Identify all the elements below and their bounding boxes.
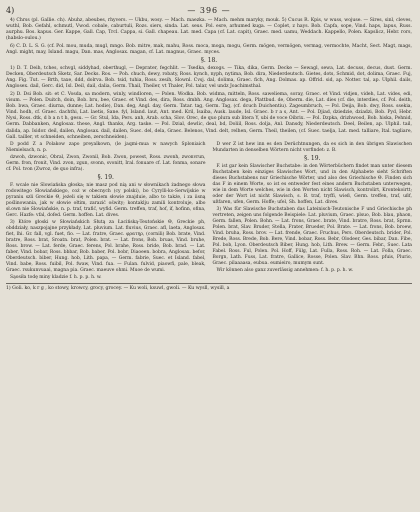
paragraph: F. wcale nie Slowiańska głoska; nie masz pod nią ani w słownikach żadnego słowa rodowitego Słowiańskiego, coż w obecnych (cy polski), bo Cyrylli-ko-Serwijskie w pyraniu szli Greckie Θ, jeżeli się w takiem słowie znajduie, albo to także, i za iisną poślinowania, jak w słowie ołtim, zarazić oświty; kontaklju zamili kontroluje, albo sł.own nie Slowiańskie, n. p. traf, trafić, wyfid. Germ. treffen, traf, hof, if, hofinn, ofina, Gerc. Hazfe: vfal, dofed. Germ. hoffen. Lat. dives. bbox=[6, 182, 206, 218]
paragraph: F. ist gar kein Slawischer Buchstabe: in den Wörterbüchern findet man unter diesem Buchstaben kein einziges Slawisches Wort, und in den Alphabete sieht Schriften dieses Buchstabens nur Griechische Wörter, und also des Griechische Θ. Finden sich das F in einem Worte, so ist es entweder fest eines andern Buchstaben unterwegen, wie in dem Worte welches, wie in den Worten nicht Slawisch, kontrolirt, Krontekoirtt; oder der Wort ist nicht Slawisch, s. B. traf, tryffi, wieß, Germ. treffen, traf, ußf, ußfaren, ufen, Germ. Hoffe; ufel, Sh. hoffen, Lat. dives. bbox=[212, 163, 412, 205]
page-number: — 396 — bbox=[187, 6, 231, 15]
page-header bbox=[6, 6, 412, 16]
paragraph: 3) Was für Slawische Buchstaben das Lateinisch-Teutonische F und Griechische ph vertreten, zeigen uns folgende Beispiele: Lat. pluvium, Graec. plsuo, Bob. blau, phaon, Germ. fallen, Polen. Bohn. — Lat. frons, Graec. brate, Vind. bratre, Ross. brat, Sprnn. Polen. brat, Slav. Bruder, Stella, Frater, Brueder, Pol. Brate. — Lat. frons, Bob. broew, Vind. bruha, Ross. brov. — Lat. frende, Graec. Fruchus, Pers. Oberdeutsch. brider, Pol. Brede, Ross. Brede, Bob. Bere, Vind. bobar, Ross. Bebr, Olodeer, Ges. bibar, Dan. Fibe, Pol. bob, Lyon. Oberdeutsch Biber, Hung. hob, Lith. Brew. — Germ. Febr., Suec. Lata Fabel. Ross. Ful, Polen. Pol. Hoff, Fülg, Lat. Fulla, Ross. Roh. — Lat. Folla, Graec. Borgn, Lath. Fuss, Lat. fratre, Gallice, Rosse, Polen. Slav. Bhn. Ross. pfuis, Plurio, Graec. pilaaaasa, eubua. eumieiro, mumym sunt. bbox=[212, 206, 412, 266]
paragraph: Wir können also ganz zuverlässig annehmen: f. h. p. p. h. w. bbox=[216, 267, 354, 273]
paragraph: Sąosiła todę miny kladzie f. h. p. p. h. w. bbox=[10, 274, 102, 280]
section-heading: §. 19. bbox=[97, 173, 114, 181]
paragraph: 2) D. Dsi Bob. sit: et C. Vosda, sa modern, winly, windloren, — Polen. Wodka. Bob. widma, mitteln, Ross. saweliema, soray, Graec. et Vind. vidjen, videh, Lat. vides, edi, visum. — Polen. Duitch, doin, Bob. bru, bee, Graec. et Vind. des, dira, Ross. dmbh. Ang. Anglosax. dega, Plattbud. de, Oberm. die, Lat. dies (cf. die, interdies, cf. Pol. deith, Bob. bwa, Graec. diurna, dunne; Lat. hodie), Dan. deg, Angl. day, Germ. Tatar. tag, Germ. Tag, (cf. dcuch Duichentiu). Zageumbruch, — Pol. Deija, Bob. dwy, Ross. ssekia, Vind. hodh, cf. Graec. dachthi, Lat. laetis, Sane. fyl, Island. laut, Ant. med. Kril, Isaiba, Ausk. laude, Isl. Graec. b r a s, Ant. — Pol. Djiad, dziedzie, dziadzi, Bob. Pyd, Hebr. Nysi, Ross. dtk, d b a n t h, gesu. — Gr. Stul, Ida, Pers. anh, Arab. scha, Slov. Orec, de quo plura sub litera Y, ubi de voce Oibrix. — Pol. Dzpka, drizhwood, Bob. hiska, Pehnid, Germ. Dabbanken, Anglosax. these, Angl. thanks, Arg. taske. — Pol. Dzial, dewlic, deal, bd, Doliil, Ross. dolja, Anl. Dansdy, Niederdeutsch. Deel, Beilen, ap. Ulphil. tail, dalida, ap. Isidor. deil, dailen, Anglosax. dail, dailen, Suec. del, dela, Graec. Belenos, Vind. delt, relhen, Germ. Theil, theilen, (cf. Suec. taelja, Lat. med. talliare, Ital. tagliare, Gall. tailler, vt schneiden, schneiben, zerschneiden). bbox=[6, 91, 412, 140]
paragraph: D wer Z ist hew inn es den Derüchtnungen, da es sich in den übrigen Slawischen Mundarten in denselben Wörtern nicht vorfindet: z. B. bbox=[212, 141, 412, 153]
top-section bbox=[6, 18, 412, 56]
middle-section bbox=[6, 66, 412, 141]
footnote-marker: 4) bbox=[6, 6, 15, 15]
paragraph: 4) Chrss (pl. Gallie. ch). Abuhz, abeubes, rhyvers. — Ukbu, wosy. — Mach. maezka. — Mach. mehm maryky, mouk. 5) Cucus R. Kpis, w wuss, wojuse. — Sires, sinl, cleves, wuthl, Bob. Gefahl, schmutl, Vwod. cobale, caburtuli, Rozs. siers, sinda. Lat. seus. Pol. esre, arhumed kuga. — Coplet, z hays. Bob. Capfa, sope, Vind. haps, lapus, Russ. aurphu. Bos. kapus. Ger. Kappe, Gall. Cap, Trcl. Cappa, si. Gall. chapeau. Lat. med. Capa (cf. Lat. capit), Graec. med. uamu, Weddach. Kappello, Polen. Kapslicz, Hebr. rors, (habslo-oulou.) bbox=[6, 18, 412, 42]
left-column-polish bbox=[6, 142, 206, 282]
paragraph: D podd Z a Polakow zapo preyalkown, (le jaqmi-mua w nawych Sploniaich Niemielsach, n. p. bbox=[6, 141, 206, 153]
paragraph: 6) C. D. L. S. G. (cf. Pol. mou, muda, mugl, mngo. Bob. mitre, mak, mahu, Ross. moca, moga, mogu, Germ. mögen, vermögen, vermag, vermochte, Macht, Sect. Magt, mags, Angl. might, may, Island. magu, Dan. mas, Anglosax. magan, cf. Lat. magnus, Graec. myces. bbox=[6, 43, 412, 55]
paragraph: 3) Które głoski w Słowiańskich Słutą za Łacińską-Teutońskie Θ, Greckie ph, obddziały, naszpojajne przykłady, Lat. pluvium. Lat. fluvius, Graec. afl, laeta, Anglosax. fiet, lhi. Gr. fall, vgl. fuet, fio. — Lat. fratre, Graec. φρατηρ, (cornili) Bob. brate, Vind. bratre, Ross. brat, Sroatn. brat, Polen. brat. — Lat. frons, Bob. bruas, Vind. bruhe, Ross. brow. — Lat. ferde, Graec. ferens, Pol. brahe, Ross. bride, Bob. brad. — Lat. faber, Vind. bobar, Ross. bbbar, Bob. baber, Pol. bobr, Diaoeen. bobra, Anglosax. befor, Oberdeutsch. biber, Hung. hob, Lith. papa, — Germ. fabrie, Suec. et Island. fabel, Vind. babe, Ross. fuibil, Pol. fwaw, Vind. fua. — Fulan. fulvid, piaowfi, pale, bleak, Graec. rsukunvuaai, magna pia. Graec. maeuve ohmi. Muoe de wumi. bbox=[6, 219, 206, 273]
section-heading: §. 18. bbox=[200, 56, 218, 64]
section-heading: §. 19. bbox=[304, 154, 321, 162]
footnote: 1) Goli. ko, k r g , ko stowy, krowcy, grocy, grocey. — Ku woli, ksuwl, gwoli. — Ku wysll, wysill, a bbox=[6, 285, 230, 291]
paragraph: dzwoh, dzwonic, Obral, Zwon, Zwonil, Bob. Zwon, powest, Ross. zwonh, zwonvrun, Germ. fron, fronit, Vind. zvon, zgun, svonn, svonitt, Iral. fonuare cf. Lat. fonma, sonare cf. Pol. tvon (Zwroz, de quo infra). bbox=[6, 154, 206, 172]
footnote-rule bbox=[6, 283, 412, 284]
right-column-german bbox=[213, 142, 413, 282]
paragraph: 1) D. T. Deih, tches, schvgl, siddyhad, oberthugl, — Deprater, fegchlit. — Tsedka, dexogs. — Tika, dika, Germ. Decke — Sewagl, sewa, Lat. decuss, decus, dust. Germ. Decken, Oberdeutsch Sketz, Sar. Decks. Ros. — Poh. chuch, dewy, robaty, Ross. kynch, nyph, nytima, Bob. dira, Niederdeutsch. Gietes, dots, Schmid, dot, dolima, Graec. Fuj, Ang. Fig. Tut. — Brth, taxe, ddd, dolrva. Bob. tsid, tuhia, Ross. zesih, Slownl. Cvsj. dal, dolima, Graec. fich, Ang. Dolmas. ap. Offrid. sid, ap. Notter. tal, ap. Ulphil. dails, Anglosex. dail, Gerc. did, Isl. Deil, dail, dalia, Germ. Thail, Theiler, vt Thaler, Pol. talar, vel undz Joachimsthal. bbox=[6, 65, 412, 90]
two-column-block bbox=[6, 142, 412, 282]
